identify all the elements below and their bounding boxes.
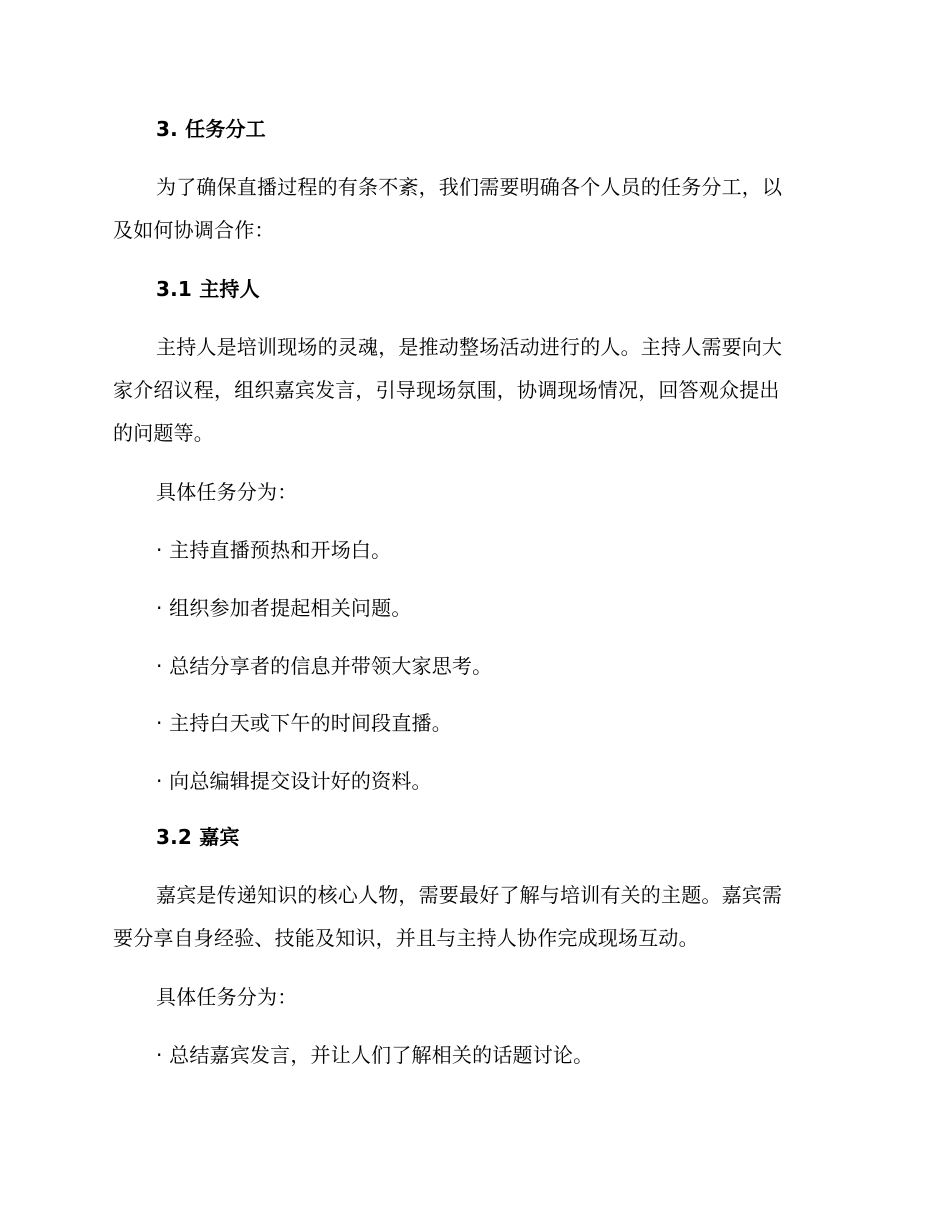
subsection-heading-guest: 3.2 嘉宾 (156, 825, 240, 849)
host-task-item: · 主持白天或下午的时间段直播。 (156, 711, 452, 735)
section-heading-task-division: 3. 任务分工 (156, 117, 266, 141)
guest-paragraph-line-1: 嘉宾是传递知识的核心人物，需要最好了解与培训有关的主题。嘉宾需 (156, 883, 783, 907)
host-paragraph-line-2: 家介绍议程，组织嘉宾发言，引导现场氛围，协调现场情况，回答观众提出 (113, 378, 780, 402)
host-paragraph-line-3: 的问题等。 (113, 421, 214, 445)
guest-tasks-label: 具体任务分为： (156, 985, 298, 1009)
host-paragraph-line-1: 主持人是培训现场的灵魂，是推动整场活动进行的人。主持人需要向大 (156, 335, 783, 359)
subsection-heading-host: 3.1 主持人 (156, 277, 260, 301)
guest-task-item: · 总结嘉宾发言，并让人们了解相关的话题讨论。 (156, 1043, 594, 1067)
guest-paragraph-line-2: 要分享自身经验、技能及知识，并且与主持人协作完成现场互动。 (113, 926, 699, 950)
host-task-item: · 总结分享者的信息并带领大家思考。 (156, 654, 493, 678)
host-tasks-label: 具体任务分为： (156, 480, 298, 504)
host-task-item: · 组织参加者提起相关问题。 (156, 596, 412, 620)
intro-paragraph-line-2: 及如何协调合作： (113, 218, 275, 242)
host-task-item: · 向总编辑提交设计好的资料。 (156, 769, 432, 793)
intro-paragraph-line-1: 为了确保直播过程的有条不紊，我们需要明确各个人员的任务分工，以 (156, 175, 783, 199)
host-task-item: · 主持直播预热和开场白。 (156, 538, 392, 562)
